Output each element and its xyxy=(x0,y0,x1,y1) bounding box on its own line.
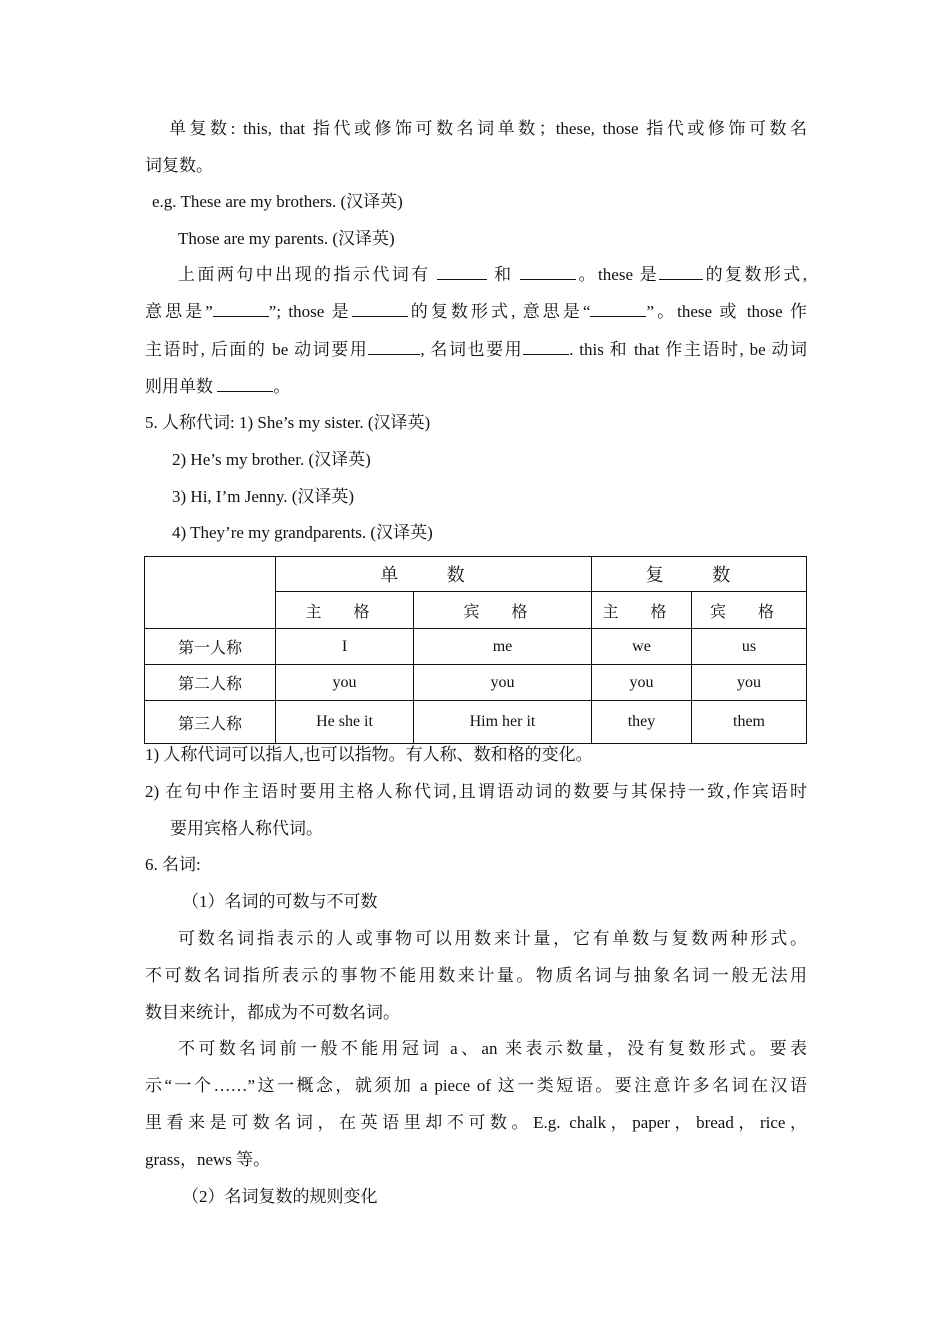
section-5-sentence-2: 2) He’s my brother. (汉译英) xyxy=(172,450,371,469)
subsection-1-heading: （1）名词的可数与不可数 xyxy=(182,892,378,911)
example-sentence-2: Those are my parents. (汉译英) xyxy=(178,229,395,248)
section-5-sentence-4: 4) They’re my grandparents. (汉译英) xyxy=(172,523,433,542)
section-5-heading: 5. 人称代词: 1) She’s my sister. (汉译英) xyxy=(145,413,431,432)
answer-blank[interactable] xyxy=(437,264,487,280)
text-fragment: 的复数形式, 意思是“ xyxy=(407,302,591,321)
text-fragment: 。these 是 xyxy=(576,265,660,284)
section-5-sentence-3: 3) Hi, I’m Jenny. (汉译英) xyxy=(172,487,355,506)
countable-paragraph-line-1: 可数名词指表示的人或事物可以用数来计量，它有单数与复数两种形式。 xyxy=(178,929,807,948)
text-fragment: 则用单数 xyxy=(145,377,218,396)
table-cell: you xyxy=(414,665,592,701)
table-cell: Him her it xyxy=(414,701,592,744)
text-fragment: 的复数形式, xyxy=(703,265,807,284)
answer-blank[interactable] xyxy=(523,339,569,355)
text-fragment: . this 和 that 作主语时, be 动词 xyxy=(569,340,808,359)
subsection-2-heading: （2）名词复数的规则变化 xyxy=(182,1187,378,1206)
text-fragment: ”。these 或 those 作 xyxy=(646,302,808,321)
uncountable-paragraph-line-3: 里看来是可数名词，在英语里却不可数。E.g. chalk，paper，bread，rice， xyxy=(145,1113,807,1132)
table-header-plural-object: 宾 格 xyxy=(692,592,807,629)
table-cell: they xyxy=(592,701,692,744)
answer-blank[interactable] xyxy=(659,264,703,280)
countable-paragraph-line-2: 不可数名词指所表示的事物不能用数来计量。物质名词与抽象名词一般无法用 xyxy=(145,966,807,985)
uncountable-paragraph-line-4: grass，news 等。 xyxy=(145,1150,271,1169)
table-header-singular-subject: 主 格 xyxy=(276,592,414,629)
table-cell: us xyxy=(692,629,807,665)
table-header-singular: 单 数 xyxy=(276,557,592,592)
singular-plural-line-1: 单复数: this, that 指代或修饰可数名词单数；these, those 指代或修饰可数名 xyxy=(169,119,807,138)
uncountable-paragraph-line-1: 不可数名词前一般不能用冠词 a、an 来表示数量，没有复数形式。要表 xyxy=(178,1039,807,1058)
table-row xyxy=(145,629,807,665)
note-1: 1) 人称代词可以指人,也可以指物。有人称、数和格的变化。 xyxy=(145,745,593,764)
uncountable-paragraph-line-2: 示“一个……”这一概念，就须加 a piece of 这一类短语。要注意许多名词在汉语 xyxy=(145,1076,807,1095)
text-fragment: , 名词也要用 xyxy=(420,340,524,359)
table-cell: He she it xyxy=(276,701,414,744)
table-cell: I xyxy=(276,629,414,665)
text-fragment: 上面两句中出现的指示代词有 xyxy=(178,265,438,284)
table-cell: you xyxy=(692,665,807,701)
note-2-line-2: 要用宾格人称代词。 xyxy=(170,819,323,838)
table-cell: them xyxy=(692,701,807,744)
singular-plural-line-2: 词复数。 xyxy=(145,156,213,175)
table-row-label: 第二人称 xyxy=(145,665,276,701)
answer-blank[interactable] xyxy=(590,301,646,317)
table-corner-cell xyxy=(145,557,276,629)
table-row-label: 第三人称 xyxy=(145,701,276,744)
table-header-plural: 复 数 xyxy=(592,557,807,592)
note-2-line-1: 2) 在句中作主语时要用主格人称代词,且谓语动词的数要与其保持一致,作宾语时 xyxy=(145,782,807,801)
text-fragment: 意思是” xyxy=(145,302,213,321)
table-row xyxy=(145,665,807,701)
answer-blank[interactable] xyxy=(368,339,420,355)
example-sentence-1: e.g. These are my brothers. (汉译英) xyxy=(152,192,403,211)
table-header-plural-subject: 主 格 xyxy=(592,592,692,629)
table-cell: you xyxy=(276,665,414,701)
section-6-heading: 6. 名词: xyxy=(145,855,201,874)
answer-blank[interactable] xyxy=(213,301,269,317)
personal-pronoun-table xyxy=(144,556,807,744)
table-cell: you xyxy=(592,665,692,701)
countable-paragraph-line-3: 数目来统计，都成为不可数名词。 xyxy=(145,1003,400,1022)
text-fragment: ”; those 是 xyxy=(268,302,352,321)
table-cell: me xyxy=(414,629,592,665)
table-header-singular-object: 宾 格 xyxy=(414,592,592,629)
table-row-label: 第一人称 xyxy=(145,629,276,665)
demonstrative-paragraph-line-2 xyxy=(145,301,807,323)
text-fragment: 。 xyxy=(273,377,291,396)
demonstrative-paragraph-line-1 xyxy=(145,264,807,286)
answer-blank[interactable] xyxy=(352,301,408,317)
answer-blank[interactable] xyxy=(520,264,576,280)
text-fragment: 和 xyxy=(487,265,521,284)
demonstrative-paragraph-line-4 xyxy=(145,376,290,398)
table-cell: we xyxy=(592,629,692,665)
table-row xyxy=(145,701,807,744)
answer-blank[interactable] xyxy=(217,376,273,392)
text-fragment: 主语时, 后面的 be 动词要用 xyxy=(145,340,369,359)
demonstrative-paragraph-line-3 xyxy=(145,339,807,361)
